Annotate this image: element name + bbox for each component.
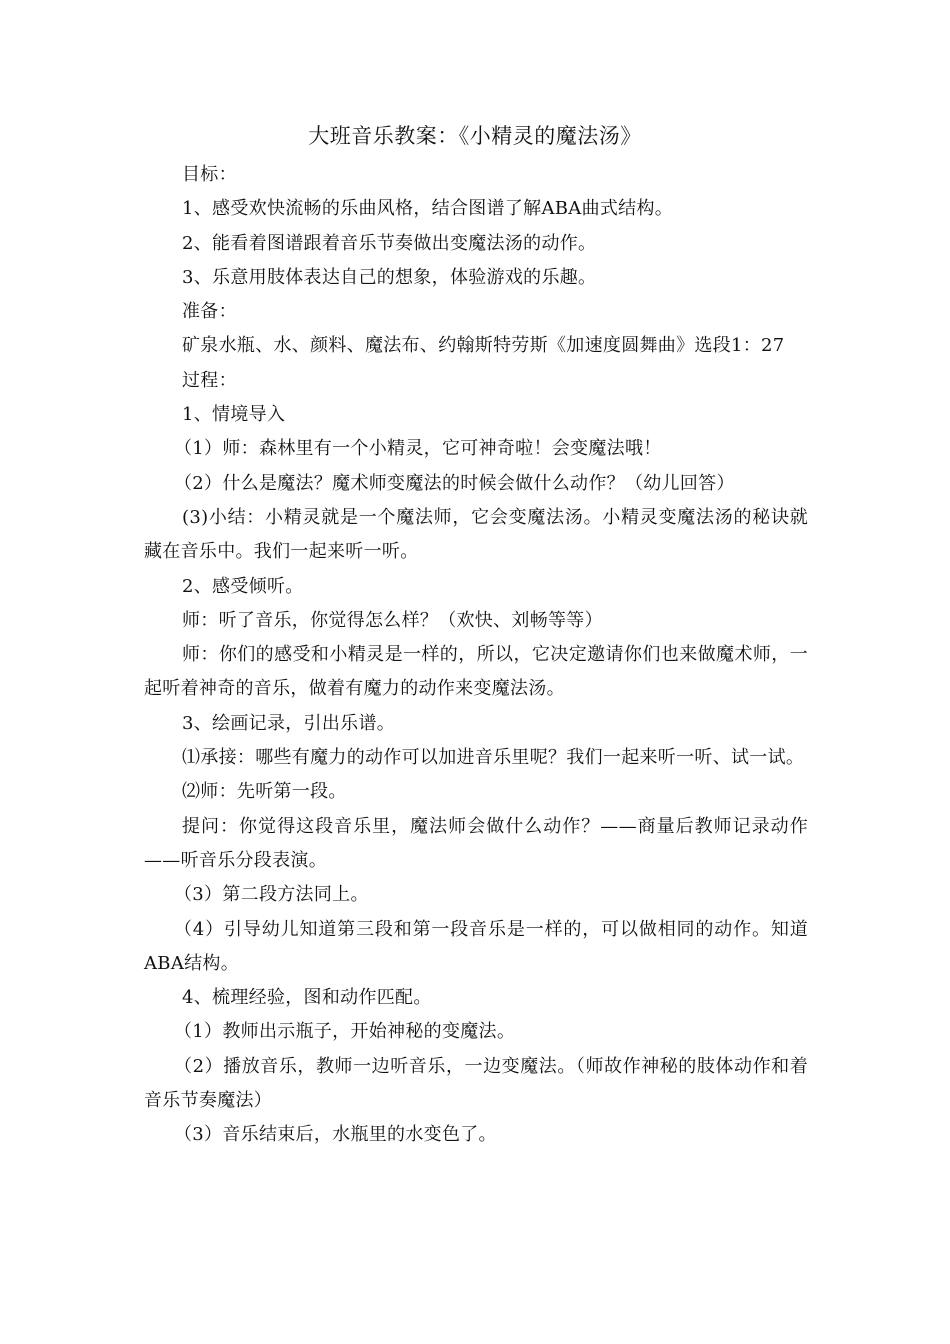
preparation-materials: 矿泉水瓶、水、颜料、魔法布、约翰斯特劳斯《加速度圆舞曲》选段1：27 — [182, 335, 785, 357]
step-3-item-4: （4）引导幼儿知道第三段和第一段音乐是一样的，可以做相同的动作。知道ABA结构。 — [144, 918, 808, 974]
section-heading-goals: 目标： — [182, 164, 237, 185]
step-4-item-1: （1）教师出示瓶子，开始神秘的变魔法。 — [174, 1021, 516, 1043]
document-title: 大班音乐教案：《小精灵的魔法汤》 — [308, 124, 642, 148]
step-4-item-3: （3）音乐结束后，水瓶里的水变色了。 — [174, 1124, 497, 1146]
step-3-item-1: ⑴承接：哪些有魔力的动作可以加进音乐里呢？我们一起来听一听、试一试。 — [182, 747, 805, 769]
step-2-paragraph-2: 师：你们的感受和小精灵是一样的，所以，它决定邀请你们也来做魔术师，一起听着神奇的音乐，做着有魔力的动作来变魔法汤。 — [144, 644, 808, 700]
goal-item-1: 1、感受欢快流畅的乐曲风格，结合图谱了解ABA曲式结构。 — [182, 198, 674, 220]
step-4-item-2: （2）播放音乐，教师一边听音乐，一边变魔法。（师故作神秘的肢体动作和着音乐节奏魔法） — [144, 1055, 808, 1112]
section-heading-process: 过程： — [182, 369, 237, 391]
step-3-item-3: （3）第二段方法同上。 — [174, 884, 369, 906]
step-1-item-3: (3)小结：小精灵就是一个魔法师，它会变魔法汤。小精灵变魔法汤的秘诀就藏在音乐中。我们一起来听一听。 — [144, 506, 808, 563]
step-1-item-2: （2）什么是魔法？魔术师变魔法的时候会做什么动作？（幼儿回答） — [174, 472, 735, 494]
document-body — [144, 158, 808, 1153]
step-3-heading: 3、绘画记录，引出乐谱。 — [182, 712, 396, 734]
goal-item-3: 3、乐意用肢体表达自己的想象，体验游戏的乐趣。 — [182, 266, 597, 288]
step-4-heading: 4、梳理经验，图和动作匹配。 — [182, 987, 432, 1009]
section-heading-preparation: 准备： — [182, 301, 237, 323]
goal-item-2: 2、能看着图谱跟着音乐节奏做出变魔法汤的动作。 — [182, 232, 597, 254]
step-2-heading: 2、感受倾听。 — [182, 575, 304, 597]
step-2-paragraph-1: 师：听了音乐，你觉得怎么样？（欢快、刘畅等等） — [182, 609, 603, 631]
step-1-item-1: （1）师：森林里有一个小精灵，它可神奇啦！会变魔法哦！ — [174, 438, 662, 460]
step-1-heading: 1、情境导入 — [182, 404, 286, 426]
step-3-question: 提问：你觉得这段音乐里，魔法师会做什么动作？——商量后教师记录动作——听音乐分段表演。 — [144, 815, 808, 871]
step-3-item-2: ⑵师：先听第一段。 — [182, 781, 347, 803]
